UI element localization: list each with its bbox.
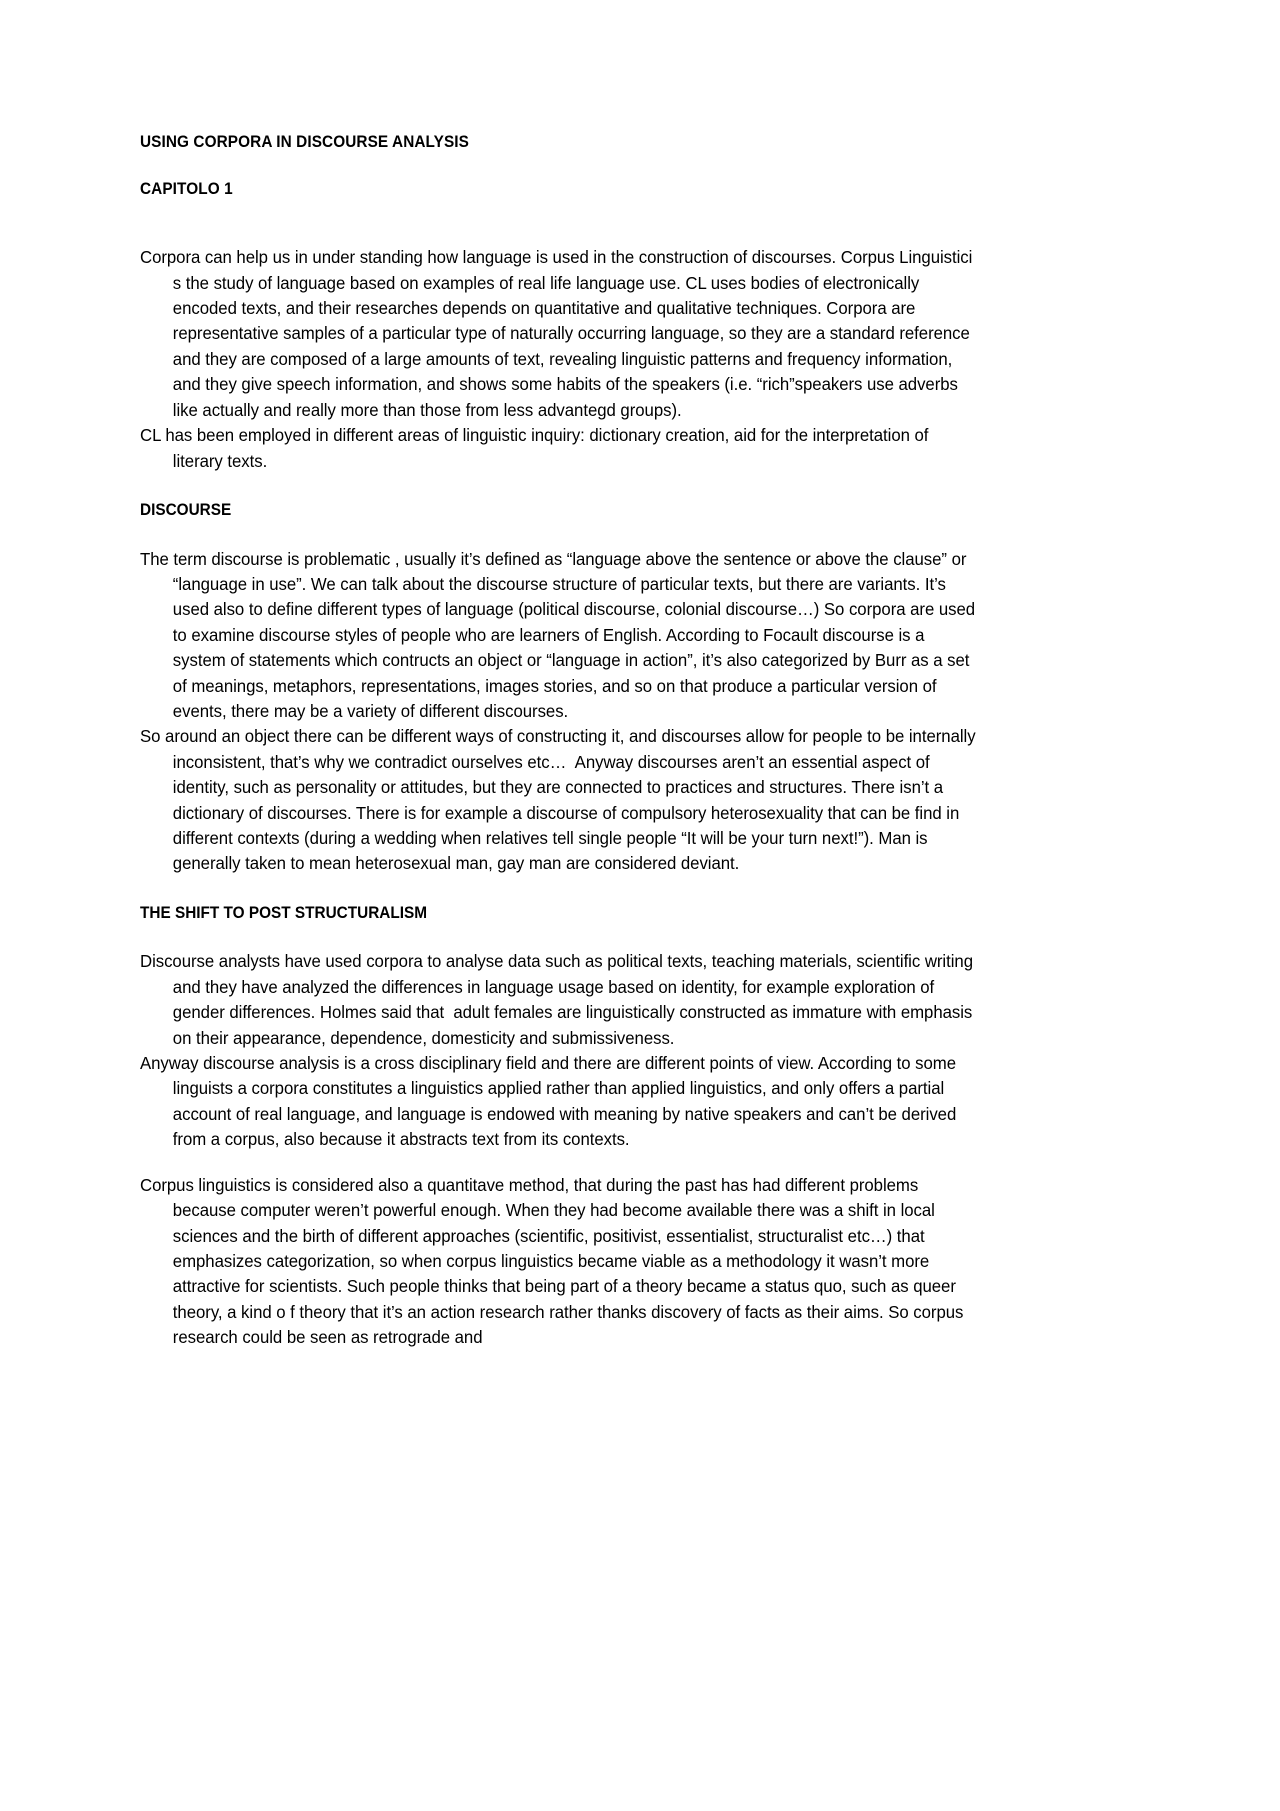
paragraph-shift-1: Discourse analysts have used corpora to analyse data such as political texts, teaching materials, scientific writing and they have analyzed the differences in language usage based on identity, for example exploration of gender differences. Holmes said that adult females are linguistically constructed as immature with emphasis on their appearance, dependence, domesticity and submissiveness.: [140, 951, 978, 1048]
section-heading-shift: THE SHIFT TO POST STRUCTURALISM: [140, 903, 428, 922]
spacer: [140, 199, 1006, 245]
paragraph-shift-3: Corpus linguistics is considered also a quantitave method, that during the past has had different problems because computer weren’t powerful enough. When they had become available there was a shift in local sciences and the birth of different approaches (scientific, positivist, essentialist, structuralist etc…) that emphasizes categorization, so when corpus linguistics became viable as a methodology it wasn’t more attractive for scientists. Such people thinks that being part of a theory became a status quo, such as queer theory, a kind o f theory that it’s an action research rather thanks discovery of facts as their aims. So corpus research could be seen as retrograde and: [140, 1174, 969, 1348]
paragraph-intro-1: Corpora can help us in under standing how language is used in the construction of discourses. Corpus Linguistici s the study of language based on examples of real life language use. CL uses bodies of electronically encoded texts, and their researches depends on quantitative and qualitative techniques. Corpora are representative samples of a particular type of naturally occurring language, so they are a standard reference and they are composed of a large amounts of text, revealing linguistic patterns and frequency information, and they give speech information, and shows some habits of the speakers (i.e. “rich”speakers use adverbs like actually and really more than those from less advantegd groups).: [140, 247, 977, 420]
document-title: USING CORPORA IN DISCOURSE ANALYSIS: [140, 133, 469, 151]
spacer: [140, 474, 1006, 500]
paragraph-intro-2: CL has been employed in different areas of linguistic inquiry: dictionary creation, aid for the interpretation of literary texts.: [140, 425, 934, 471]
paragraph-shift-2: Anyway discourse analysis is a cross disciplinary field and there are different points of view. According to some linguists a corpora constitutes a linguistics applied rather than applied linguistics, and only offers a partial account of real language, and language is endowed with meaning by native speakers and can’t be derived from a corpus, also because it abstracts text from its contexts.: [140, 1053, 961, 1150]
spacer: [140, 877, 1006, 903]
spacer: [140, 923, 1006, 949]
document-body: [140, 132, 1006, 1351]
chapter-heading: CAPITOLO 1: [140, 179, 233, 198]
section-heading-discourse: DISCOURSE: [140, 500, 232, 519]
paragraph-discourse-1: The term discourse is problematic , usually it’s defined as “language above the sentence or above the clause” or “language in use”. We can talk about the discourse structure of particular texts, but there are variants. It’s used also to define different types of language (political discourse, colonial discourse…) So corpora are used to examine discourse styles of people who are learners of English. According to Focault discourse is a system of statements which contructs an object or “language in action”, it’s also categorized by Burr as a set of meanings, metaphors, representations, images stories, and so on that produce a particular version of events, there may be a variety of different discourses.: [140, 548, 980, 721]
paragraph-discourse-2: So around an object there can be different ways of constructing it, and discourses allow for people to be internally inconsistent, that’s why we contradict ourselves etc… Anyway discourses aren’t an essential aspect of identity, such as personality or attitudes, but they are connected to practices and structures. There isn’t a dictionary of discourses. There is for example a discourse of compulsory heterosexuality that can be find in different contexts (during a wedding when relatives tell single people “It will be your turn next!”). Man is generally taken to mean heterosexual man, gay man are considered deviant.: [140, 726, 981, 874]
spacer: [140, 1153, 1006, 1173]
spacer: [140, 521, 1006, 547]
